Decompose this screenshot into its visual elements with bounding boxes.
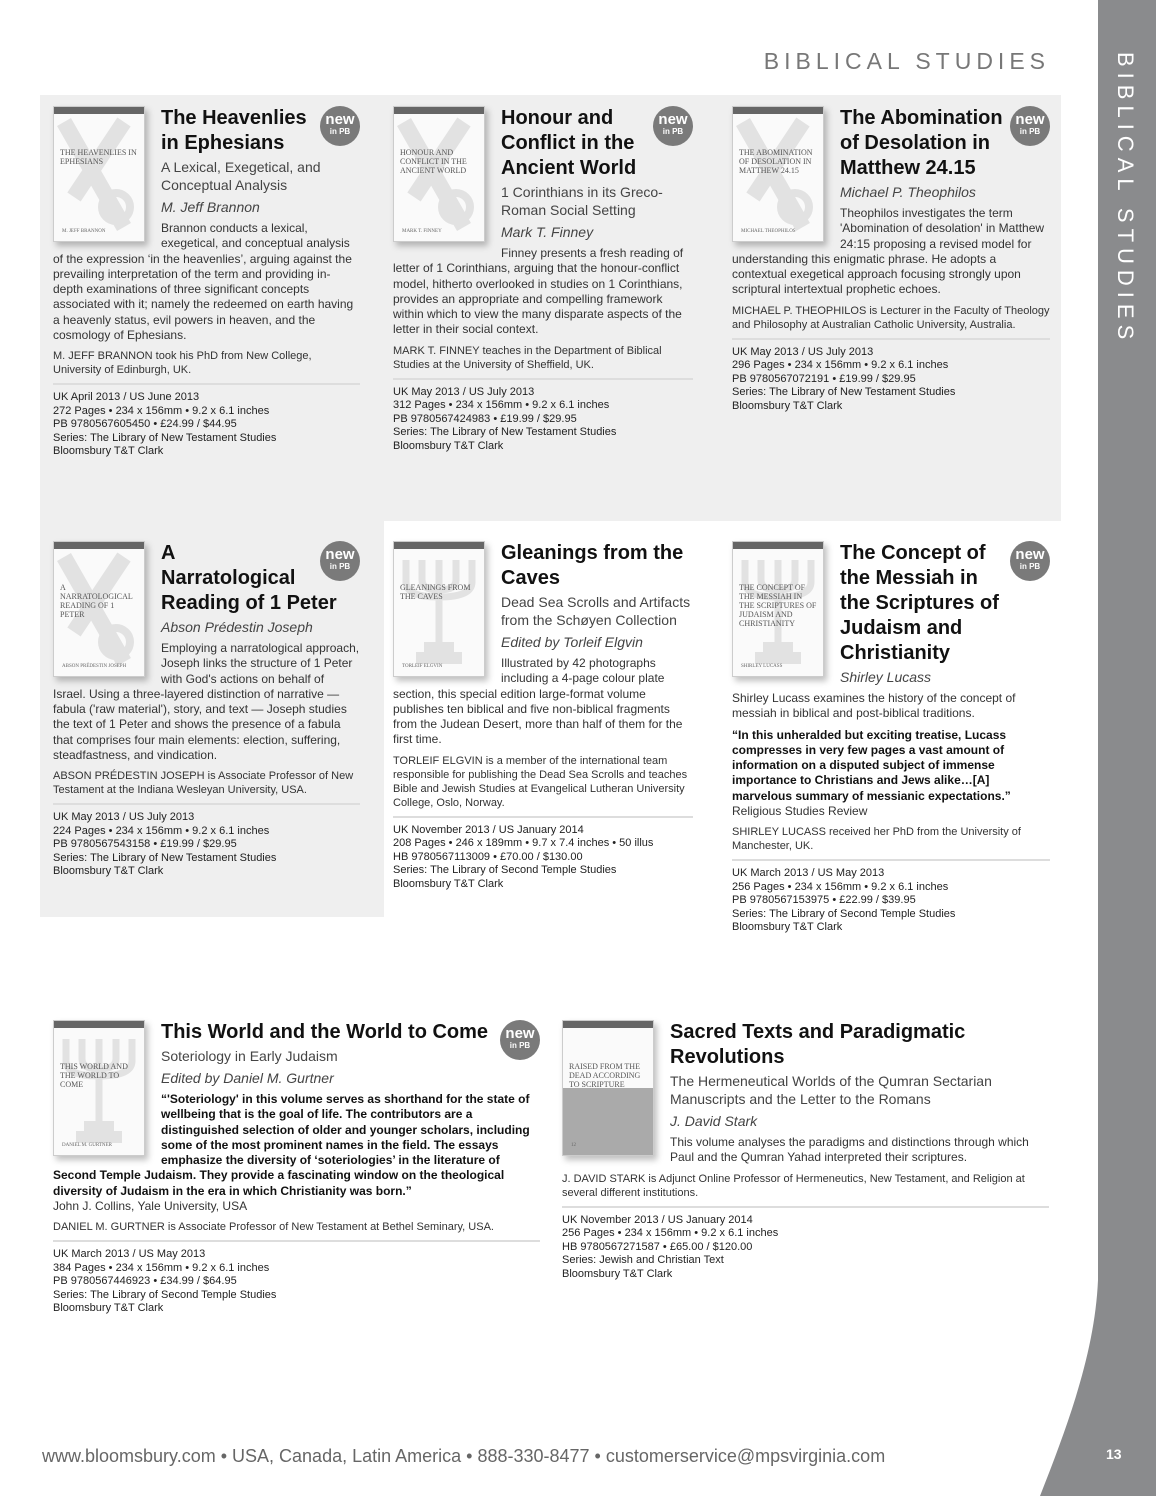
book-description: Illustrated by 42 photographs including a 4-page colour plate section, this special edition large-format volume publishes ten biblical and five non-biblical fragments from the Judean Desert, more than half of them for the first time. (393, 656, 683, 747)
detail-line: Series: The Library of New Testament Studies (732, 386, 956, 399)
author-bio: ABSON PRÉDESTIN JOSEPH is Associate Professor of New Testament at the Indiana Wesleyan University, USA. (53, 770, 354, 797)
cover-title: THE ABOMINATION OF DESOLATION IN MATTHEW 24.15 (739, 148, 813, 175)
book-listing (393, 106, 693, 453)
cover-stripe (563, 1021, 653, 1028)
cover-stripe (394, 107, 484, 114)
book-listing (53, 1020, 540, 1316)
divider (732, 338, 1050, 340)
book-description: Theophilos investigates the term 'Abomination of desolation' in Matthew 24:15 proposing a revised model for understanding this enigmatic phrase. He adopts a contextual exegetical approach focusing strongly upon scriptural intertextual prophetic echoes. (732, 206, 1045, 297)
detail-line: UK May 2013 / US July 2013 (53, 811, 195, 824)
book-title: Gleanings from the Caves (501, 542, 684, 589)
detail-line: Series: The Library of New Testament Studies (53, 851, 277, 864)
detail-line: 256 Pages • 234 x 156mm • 9.2 x 6.1 inches (562, 1227, 779, 1240)
book-author: Edited by Daniel M. Gurtner (161, 1070, 334, 1086)
cover-author: M. JEFF BRANNON (62, 229, 106, 234)
detail-line: 384 Pages • 234 x 156mm • 9.2 x 6.1 inches (53, 1261, 270, 1274)
author-bio: MARK T. FINNEY teaches in the Department of Biblical Studies at the University of Sheffield, UK. (393, 344, 662, 371)
divider (393, 816, 693, 818)
book-title: Sacred Texts and Paradigmatic Revolutions (670, 1021, 966, 1068)
author-bio: DANIEL M. GURTNER is Associate Professor of New Testament at Bethel Seminary, USA. (53, 1221, 494, 1234)
detail-line: Bloomsbury T&T Clark (393, 877, 504, 890)
divider (393, 378, 693, 380)
new-in-pb-badge (500, 1020, 540, 1060)
cover-title: THIS WORLD AND THE WORLD TO COME (60, 1062, 128, 1089)
detail-line: Series: The Library of New Testament Studies (393, 426, 617, 439)
cover-stripe (54, 542, 144, 549)
review-source: John J. Collins, Yale University, USA (53, 1199, 248, 1214)
cover-emblem-icon (54, 117, 144, 237)
book-author: Shirley Lucass (840, 669, 932, 685)
review-quote: “'Soteriology' in this volume serves as shorthand for the state of wellbeing that is the goal of life. The contributors are a distinguished selection of older and younger scholars, including some of the most prominent names in the field. The essays emphasize the diversity of ‘soteriologies’ in the literature of Second Temple Judaism. They provide a fascinating window on the theological diversity of Judaism in the era in which Christianity was born.” (53, 1092, 530, 1198)
review-source: Religious Studies Review (732, 804, 868, 819)
detail-line: Series: The Library of Second Temple Studies (393, 864, 617, 877)
detail-line: 312 Pages • 234 x 156mm • 9.2 x 6.1 inches (393, 399, 610, 412)
book-author: Mark T. Finney (501, 224, 594, 240)
detail-line: 208 Pages • 246 x 189mm • 9.7 x 7.4 inches • 50 illus (393, 837, 654, 850)
new-in-pb-badge (320, 541, 360, 581)
book-author: M. Jeff Brannon (161, 199, 260, 215)
detail-line: UK March 2013 / US May 2013 (53, 1248, 206, 1261)
cover-title: THE CONCEPT OF THE MESSIAH IN THE SCRIPTURES OF JUDAISM AND CHRISTIANITY (739, 583, 817, 628)
cover-stripe (394, 542, 484, 549)
cover-emblem-icon (54, 1031, 144, 1151)
detail-line: HB 9780567113009 • £70.00 / $130.00 (393, 850, 583, 863)
book-cover-image (53, 541, 145, 677)
section-header: BIBLICAL STUDIES (763, 48, 1050, 74)
badge-in-pb: in PB (329, 562, 351, 571)
cover-stripe (733, 542, 823, 549)
new-in-pb-badge (1010, 106, 1050, 146)
book-listing (393, 541, 693, 891)
cover-emblem-icon (394, 552, 484, 672)
detail-line: UK May 2013 / US July 2013 (393, 385, 535, 398)
cover-title: GLEANINGS FROM THE CAVES (400, 583, 471, 601)
book-cover-image (393, 106, 485, 242)
book-subtitle: Soteriology in Early Judaism (161, 1048, 338, 1064)
cover-stripe (54, 107, 144, 114)
detail-line: Series: The Library of Second Temple Studies (53, 1288, 277, 1301)
cover-title: HONOUR AND CONFLICT IN THE ANCIENT WORLD (400, 148, 467, 175)
book-subtitle: A Lexical, Exegetical, and Conceptual Analysis (161, 159, 321, 193)
divider (53, 803, 360, 805)
book-details (393, 824, 693, 892)
new-in-pb-badge (653, 106, 693, 146)
footer-contact: www.bloomsbury.com • USA, Canada, Latin America • 888-330-8477 • customerservice@mpsvirginia.com (42, 1446, 886, 1466)
detail-line: Bloomsbury T&T Clark (732, 399, 843, 412)
cover-title: A NARRATOLOGICAL READING OF 1 PETER (60, 583, 133, 619)
divider (562, 1206, 1049, 1208)
book-description: Finney presents a fresh reading of letter of 1 Corinthians, arguing that the honour-conflict model, hitherto overlooked in studies on 1 Corinthians, provides an appropriate and compelling framework within which to view the many disparate aspects of the letter in their social context. (393, 246, 684, 337)
book-listing (732, 541, 1050, 935)
cover-author: 12 (571, 1143, 576, 1148)
book-author: Edited by Torleif Elgvin (501, 634, 643, 650)
book-details (732, 346, 1050, 414)
book-cover-image (562, 1020, 654, 1156)
book-title: Honour and Conflict in the Ancient World (501, 107, 637, 179)
book-listing (53, 106, 360, 459)
author-bio: J. DAVID STARK is Adjunct Online Professor of Hermeneutics, New Testament, and Religion at several different institutions. (562, 1172, 1025, 1199)
detail-line: Bloomsbury T&T Clark (732, 921, 843, 934)
book-details (53, 1248, 540, 1316)
author-bio: M. JEFF BRANNON took his PhD from New College, University of Edinburgh, UK. (53, 350, 312, 377)
badge-new: new (1015, 546, 1045, 563)
badge-new: new (658, 111, 688, 128)
detail-line: UK April 2013 / US June 2013 (53, 391, 200, 404)
book-description: This volume analyses the paradigms and distinctions through which Paul and the Qumran Yahad interpreted their scriptures. (670, 1135, 1029, 1165)
badge-new: new (325, 111, 355, 128)
book-listing (53, 541, 360, 879)
badge-new: new (1015, 111, 1045, 128)
detail-line: Bloomsbury T&T Clark (53, 445, 164, 458)
detail-line: 296 Pages • 234 x 156mm • 9.2 x 6.1 inches (732, 359, 949, 372)
detail-line: Bloomsbury T&T Clark (53, 1302, 164, 1315)
cover-stripe (733, 107, 823, 114)
book-details (53, 391, 360, 459)
book-title: A Narratological Reading of 1 Peter (161, 542, 337, 614)
book-cover-image (53, 106, 145, 242)
page-number: 13 (1106, 1446, 1122, 1462)
detail-line: 256 Pages • 234 x 156mm • 9.2 x 6.1 inches (732, 880, 949, 893)
detail-line: Bloomsbury T&T Clark (393, 439, 504, 452)
book-title: The Concept of the Messiah in the Scriptures of Judaism and Christianity (840, 542, 999, 664)
detail-line: UK November 2013 / US January 2014 (393, 823, 584, 836)
book-description: Employing a narratological approach, Joseph links the structure of 1 Peter with God's actions on behalf of Israel. Using a three-layered distinction of narrative — fabula ('raw material'), story, and text — Joseph studies the text of 1 Peter and shows the presence of a fabula that comprises four main elements: election, suffering, steadfastness, and vindication. (53, 641, 360, 763)
cover-author: MARK T. FINNEY (402, 229, 442, 234)
book-details (53, 811, 360, 879)
detail-line: UK May 2013 / US July 2013 (732, 345, 874, 358)
divider (53, 383, 360, 385)
cover-author: ABSON PRÉDESTIN JOSEPH (62, 664, 127, 669)
book-subtitle: Dead Sea Scrolls and Artifacts from the Schøyen Collection (501, 594, 691, 628)
review-quote: “In this unheralded but exciting treatise, Lucass compresses in very few pages a vast amount of information on a disputed subject of immense importance to Christians and Jews alike…[A] marvelous summary of messianic expectations.” (732, 727, 1011, 803)
book-details (732, 867, 1050, 935)
cover-title: THE HEAVENLIES IN EPHESIANS (60, 148, 137, 166)
book-description: Shirley Lucass examines the history of the concept of messiah in biblical and post-biblical traditions. (732, 691, 1016, 721)
divider (732, 859, 1050, 861)
new-in-pb-badge (1010, 541, 1050, 581)
badge-in-pb: in PB (329, 127, 351, 136)
cover-author: DANIEL M. GURTNER (62, 1143, 112, 1148)
detail-line: Series: Jewish and Christian Text (562, 1254, 724, 1267)
detail-line: PB 9780567446923 • £34.99 / $64.95 (53, 1275, 237, 1288)
book-author: Abson Prédestin Joseph (161, 619, 313, 635)
side-tab-label: BIBLICAL STUDIES (1113, 52, 1138, 346)
book-details (562, 1214, 1049, 1282)
book-description: Brannon conducts a lexical, exegetical, and conceptual analysis of the expression ‘in the heavenlies’, arguing against the prevailing interpretation of the term and providing in-depth examinations of three significant concepts associated with it; namely the redeemed on earth having a heavenly status, evil powers in heaven, and the cosmology of Ephesians. (53, 221, 354, 343)
book-listing (732, 106, 1050, 413)
detail-line: PB 9780567072191 • £19.99 / $29.95 (732, 372, 916, 385)
book-title: The Heavenlies in Ephesians (161, 107, 307, 154)
cover-author: SHIRLEY LUCASS (741, 664, 783, 669)
author-bio: MICHAEL P. THEOPHILOS is Lecturer in the Faculty of Theology and Philosophy at Australian Catholic University, Australia. (732, 304, 1050, 331)
book-subtitle: 1 Corinthians in its Greco-Roman Social Setting (501, 184, 663, 218)
side-section-tab (1096, 52, 1156, 346)
detail-line: Bloomsbury T&T Clark (53, 865, 164, 878)
book-author: J. David Stark (670, 1113, 758, 1129)
badge-in-pb: in PB (1019, 127, 1041, 136)
book-cover-image (732, 541, 824, 677)
divider (53, 1240, 540, 1242)
new-in-pb-badge (320, 106, 360, 146)
badge-in-pb: in PB (1019, 562, 1041, 571)
book-cover-image (393, 541, 485, 677)
detail-line: Series: The Library of New Testament Studies (53, 431, 277, 444)
cover-author: TORLEIF ELGVIN (402, 664, 443, 669)
cover-author: MICHAEL THEOPHILOS (741, 229, 796, 234)
book-title: The Abomination of Desolation in Matthew 24.15 (840, 107, 1003, 179)
book-listing (562, 1020, 1049, 1281)
detail-line: PB 9780567543158 • £19.99 / $29.95 (53, 838, 237, 851)
book-cover-image (732, 106, 824, 242)
detail-line: 224 Pages • 234 x 156mm • 9.2 x 6.1 inches (53, 824, 270, 837)
author-bio: TORLEIF ELGVIN is a member of the international team responsible for publishing the Dead Sea Scrolls and teaches Bible and Jewish Studies at Evangelical Lutheran University College, Oslo, Norway. (393, 754, 688, 809)
detail-line: 272 Pages • 234 x 156mm • 9.2 x 6.1 inches (53, 404, 270, 417)
cover-emblem-icon (394, 117, 484, 237)
cover-emblem-icon (733, 117, 823, 237)
author-bio: SHIRLEY LUCASS received her PhD from the University of Manchester, UK. (732, 826, 1021, 853)
book-cover-image (53, 1020, 145, 1156)
badge-new: new (325, 546, 355, 563)
book-subtitle: The Hermeneutical Worlds of the Qumran Sectarian Manuscripts and the Letter to the Romans (670, 1073, 992, 1107)
cover-title: RAISED FROM THE DEAD ACCORDING TO SCRIPTURE (569, 1062, 641, 1089)
book-title: This World and the World to Come (161, 1021, 489, 1043)
cover-stripe (54, 1021, 144, 1028)
badge-in-pb: in PB (662, 127, 684, 136)
detail-line: HB 9780567271587 • £65.00 / $120.00 (562, 1240, 753, 1253)
detail-line: PB 9780567424983 • £19.99 / $29.95 (393, 412, 577, 425)
badge-new: new (505, 1025, 535, 1042)
detail-line: Bloomsbury T&T Clark (562, 1267, 673, 1280)
detail-line: PB 9780567153975 • £22.99 / $39.95 (732, 894, 916, 907)
badge-in-pb: in PB (509, 1041, 531, 1050)
book-author: Michael P. Theophilos (840, 184, 976, 200)
detail-line: UK November 2013 / US January 2014 (562, 1213, 753, 1226)
book-details (393, 386, 693, 454)
detail-line: Series: The Library of Second Temple Studies (732, 907, 956, 920)
detail-line: UK March 2013 / US May 2013 (732, 867, 885, 880)
detail-line: PB 9780567605450 • £24.99 / $44.95 (53, 418, 237, 431)
